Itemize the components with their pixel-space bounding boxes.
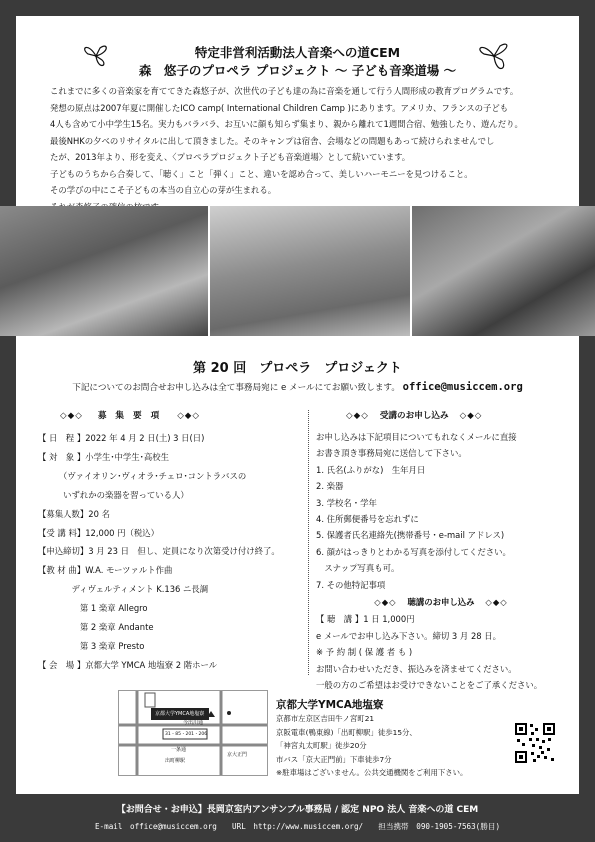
- diamonds-left: ◇◆◇: [374, 597, 397, 608]
- contact-text: 下記についてのお問合せお申し込みは全て事務局宛に e メールにてお願い致します。: [72, 383, 400, 393]
- recruit-row: 【 対 象 】小学生･中学生･高校生: [38, 451, 169, 462]
- contact-line: [0, 381, 595, 393]
- audit-heading: [316, 594, 566, 610]
- photo-ensemble: [210, 206, 410, 336]
- photo-teacher: [412, 206, 595, 336]
- top-frame: [0, 0, 595, 16]
- intro-line: 子どものうちから合奏して、「聴く」こと「弾く」こと、違いを認め合って、美しいハーモニーを見つけること。: [50, 168, 473, 179]
- recruit-row: 第 1 楽章 Allegro: [38, 603, 148, 614]
- intro-line: 発想の原点は2007年夏に開催したICO camp( International Children Camp )にあります。アメリカ、フランスの子ども: [50, 102, 509, 113]
- photo-children-violin: [0, 206, 208, 336]
- column-divider: [308, 410, 309, 675]
- audit-row: 【 聴 講 】1 日 1,000円: [316, 614, 415, 625]
- left-frame: [0, 0, 16, 842]
- recruit-row: いずれかの楽器を習っている人）: [38, 489, 189, 500]
- venue-line: 「神宮丸太町駅」徒歩20分: [276, 741, 367, 751]
- venue-name: 京都大学YMCA地塩寮: [276, 699, 384, 711]
- recruit-row: （ヴァイオリン･ヴィオラ･チェロ･コントラバスの: [38, 470, 247, 481]
- recruit-row: ディヴェルティメント K.136 ニ長調: [38, 584, 209, 595]
- right-heading: [346, 409, 482, 421]
- contact-email[interactable]: office@musiccem.org: [402, 381, 523, 393]
- apply-row: 6. 顔がはっきりとわかる写真を添付してください。: [316, 546, 511, 557]
- apply-row: 7. その他特記事項: [316, 579, 386, 590]
- footer-contact-details: E-mail office@musiccem.org URL http://www.musiccem.org/ 担当携帯 090-1905-7563(勝目): [94, 822, 501, 831]
- intro-line: 4人も含めて小中学生15名。実力もバラバラ、お互いに顔も知らず集まり、親から離れて1週間合宿、勉強したり、遊んだり。: [50, 119, 523, 129]
- footer: [0, 794, 595, 842]
- diamonds-right: ◇◆◇: [459, 411, 483, 421]
- apply-row: お申し込みは下記項目についてもれなくメールに直接: [316, 432, 517, 442]
- recruit-list: [38, 429, 300, 675]
- recruit-row: 【申込締切】3 月 23 日 但し、定員になり次第受け付け終了。: [38, 546, 280, 557]
- map-ichijo-label: 一条通: [171, 747, 187, 753]
- recruit-row: 【教 材 曲】W.A. モーツァルト作曲: [38, 565, 173, 576]
- recruit-row: 【 会 場 】京都大学 YMCA 地塩寮 2 階ホール: [38, 659, 218, 670]
- qr-code-icon[interactable]: [514, 722, 556, 764]
- audit-row: e メールでお申し込み下さい。締切 3 月 28 日。: [316, 630, 502, 641]
- apply-list: [316, 429, 566, 694]
- apply-row: 4. 住所郵便番号を忘れずに: [316, 514, 419, 525]
- right-frame: [579, 0, 595, 842]
- audit-row: ※ 予 約 制 ( 保 護 者 も ): [316, 647, 413, 658]
- map-gate-label: 京大正門: [227, 752, 248, 758]
- venue-line: 京阪電車(鴨東線)「出町柳駅」徒歩15分、: [276, 727, 417, 737]
- photo-strip: [0, 206, 595, 336]
- apply-row: スナップ写真も可。: [316, 563, 400, 574]
- intro-line: たが、2013年より、形を変え、〈プロペラプロジェクト子ども音楽道場〉として続いています。: [50, 152, 411, 162]
- map-station-label: 出町柳駅: [165, 758, 186, 764]
- recruit-row: 第 2 楽章 Andante: [38, 622, 154, 633]
- apply-row: 5. 保護者氏名連絡先(携帯番号・e-mail アドレス): [316, 530, 505, 541]
- apply-row: 2. 楽器: [316, 481, 344, 492]
- org-title: 特定非営利活動法人音楽への道CEM: [194, 45, 401, 60]
- section-title: 第 20 回 プロペラ プロジェクト: [193, 361, 402, 376]
- map-street-label: 今出川通: [183, 720, 204, 726]
- map-ymca-label: 京都大学YMCA地塩寮: [155, 711, 205, 717]
- diamonds-right: ◇◆◇: [177, 411, 201, 421]
- recruit-row: 第 3 楽章 Presto: [38, 640, 145, 651]
- footer-contact-title: 【お問合せ・お申込】長岡京室内アンサンブル事務局 / 認定 NPO 法人 音楽への道 CEM: [116, 805, 479, 815]
- audit-heading-label: 聴講のお申し込み: [407, 597, 475, 608]
- diamonds-right: ◇◆◇: [485, 597, 508, 608]
- left-heading: [60, 409, 200, 421]
- audit-row: 一般の方のご希望はお受けできないことをご了承ください。: [316, 680, 543, 691]
- map-phone-label: 31・85・201・206: [165, 732, 208, 737]
- diamonds-left: ◇◆◇: [60, 411, 83, 421]
- recruit-heading: 募 集 要 項: [97, 411, 163, 421]
- recruit-row: 【 日 程 】2022 年 4 月 2 日(土) 3 日(日): [38, 433, 205, 443]
- venue-line: 京都市左京区吉田牛ノ宮町21: [276, 714, 375, 723]
- intro-line: 最後NHKの夕べのリサイタルに出して頂きました。そのキャンプは宿舎、会場などの問題もあって続けられませんでし: [50, 135, 495, 146]
- apply-row: 1. 氏名(ふりがな) 生年月日: [316, 464, 426, 475]
- venue-line: ※駐車場はございません。公共交通機関をご利用下さい。: [276, 768, 468, 778]
- project-title: 森 悠子のプロペラ プロジェクト ～ 子ども音楽道場 ～: [138, 63, 457, 78]
- intro-line: その学びの中にこそ子どもの本当の自立心の芽が生まれる。: [50, 185, 277, 195]
- apply-heading: 受講のお申し込み: [379, 411, 449, 421]
- venue-info: [276, 697, 467, 780]
- venue-line: 市バス「京大正門前」下車徒歩7分: [276, 754, 392, 764]
- recruit-row: 【受 講 料】12,000 円（税込）: [38, 527, 160, 538]
- recruit-row: 【募集人数】20 名: [38, 508, 110, 519]
- apply-row: 3. 学校名・学年: [316, 497, 377, 508]
- intro-line: これまでに多くの音楽家を育ててきた森悠子が、次世代の子ども達の為に音楽を通して行う人間形成の教育プログラムです。: [50, 86, 519, 96]
- venue-map: [118, 690, 268, 776]
- diamonds-left: ◇◆◇: [346, 411, 369, 421]
- apply-row: お書き頂き事務局宛に送信して下さい。: [316, 448, 467, 459]
- intro-text: [50, 83, 560, 215]
- audit-row: お問い合わせいただき、振込みを済ませてください。: [316, 663, 517, 674]
